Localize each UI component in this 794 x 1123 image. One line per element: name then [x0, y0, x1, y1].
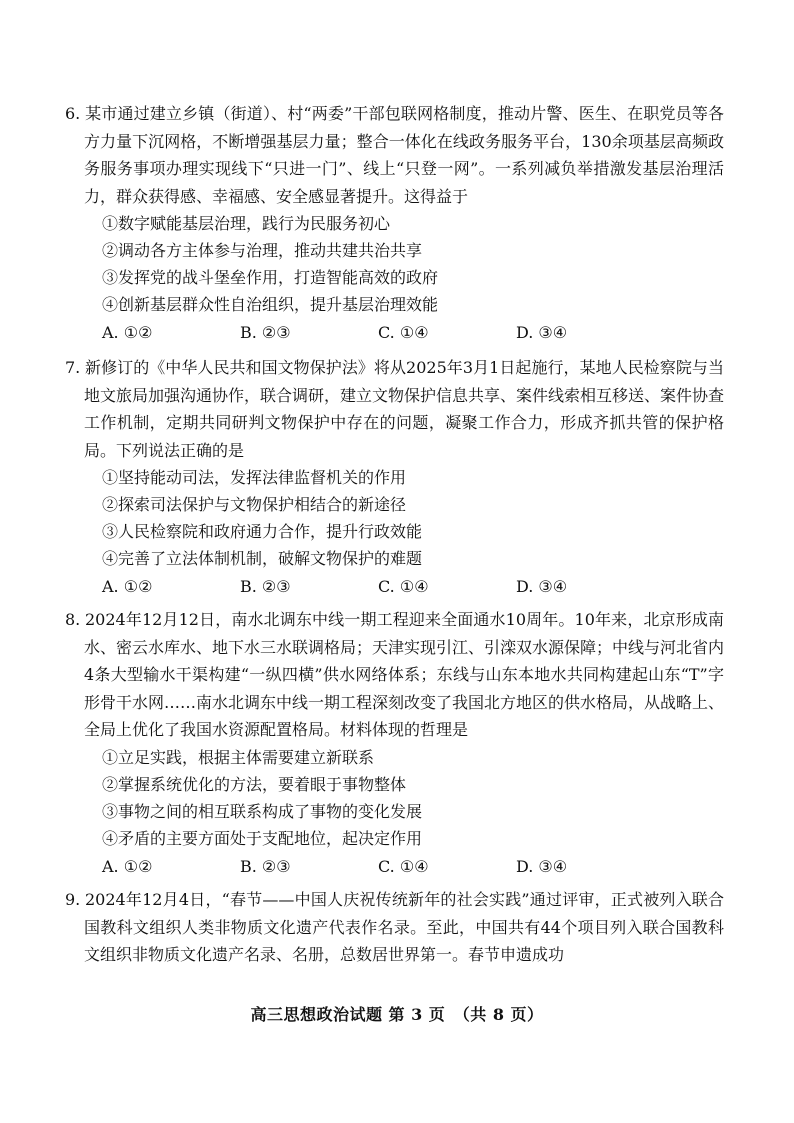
question-stem: 某市通过建立乡镇（街道）、村“两委”干部包联网格制度，推动片警、医生、在职党员等各方力量下沉网格，不断增强基层力量；整合一体化在线政务服务平台，130余项基层高频政务服务事项办理实现线下“只进一门”、线上“只登一网”。一系列减负举措激发基层治理活力，群众获得感、幸福感、安全感显著提升。这得益于: [84, 104, 724, 206]
question-number: 9.: [65, 890, 81, 909]
option-4: ④完善了立法体制机制，破解文物保护的难题: [102, 549, 423, 568]
choice-b: B. ②③: [240, 323, 291, 342]
answer-choices: [102, 573, 724, 600]
option-4: ④矛盾的主要方面处于支配地位，起决定作用: [102, 828, 423, 848]
option-2: ②掌握系统优化的方法，要着眼于事物整体: [102, 774, 407, 794]
option-4: ④创新基层群众性自治组织，提升基层治理效能: [102, 295, 439, 314]
choice-a: A. ①②: [102, 856, 153, 876]
choice-c: C. ①④: [378, 323, 429, 342]
page-footer: 高三思想政治试题 第 3 页 （共 8 页）: [250, 1005, 544, 1024]
question-number: 7.: [65, 358, 81, 377]
question-number: 6.: [65, 104, 81, 123]
choice-d: D. ③④: [516, 856, 568, 876]
option-1: ①坚持能动司法，发挥法律监督机关的作用: [102, 468, 407, 487]
option-2: ②探索司法保护与文物保护相结合的新途径: [102, 495, 407, 514]
question-6: [65, 100, 724, 346]
answer-choices: [102, 853, 724, 880]
option-1: ①立足实践，根据主体需要建立新联系: [102, 747, 375, 767]
option-2: ②调动各方主体参与治理，推动共建共治共享: [102, 241, 423, 260]
choice-b: B. ②③: [240, 856, 291, 876]
question-number: 8.: [65, 610, 81, 629]
choice-a: A. ①②: [102, 577, 153, 596]
question-9: [65, 886, 724, 969]
choice-d: D. ③④: [516, 577, 568, 596]
question-8: [65, 606, 725, 880]
choice-c: C. ①④: [378, 577, 429, 596]
question-stem: 新修订的《中华人民共和国文物保护法》将从2025年3月1日起施行，某地人民检察院与当地文旅局加强沟通协作，联合调研，建立文物保护信息共享、案件线索相互移送、案件协查工作机制，定期共同研判文物保护中存在的问题，凝聚工作合力，形成齐抓共管的保护格局。下列说法正确的是: [84, 358, 725, 460]
choice-b: B. ②③: [240, 577, 291, 596]
question-stem: 2024年12月4日，“春节——中国人庆祝传统新年的社会实践”通过评审，正式被列入联合国教科文组织人类非物质文化遗产代表作名录。至此，中国共有44个项目列入联合国教科文组织非物质文化遗产名录、名册，总数居世界第一。春节申遗成功: [84, 890, 724, 964]
question-7: [65, 354, 725, 600]
option-3: ③事物之间的相互联系构成了事物的变化发展: [102, 801, 423, 821]
choice-c: C. ①④: [378, 856, 429, 876]
choice-d: D. ③④: [516, 323, 568, 342]
choice-a: A. ①②: [102, 323, 153, 342]
question-stem: 2024年12月12日，南水北调东中线一期工程迎来全面通水10周年。10年来，北京形成南水、密云水库水、地下水三水联调格局；天津实现引江、引滦双水源保障；中线与河北省内4条大型输水干渠构建“一纵四横”供水网络体系；东线与山东本地水共同构建起山东“T”字形骨干水网……南水北调东中线一期工程深刻改变了我国北方地区的供水格局，从战略上、全局上优化了我国水资源配置格局。材料体现的哲理是: [84, 610, 725, 739]
option-3: ③发挥党的战斗堡垒作用，打造智能高效的政府: [102, 268, 439, 287]
answer-choices: [102, 319, 724, 346]
option-1: ①数字赋能基层治理，践行为民服务初心: [102, 214, 391, 233]
option-3: ③人民检察院和政府通力合作，提升行政效能: [102, 522, 423, 541]
